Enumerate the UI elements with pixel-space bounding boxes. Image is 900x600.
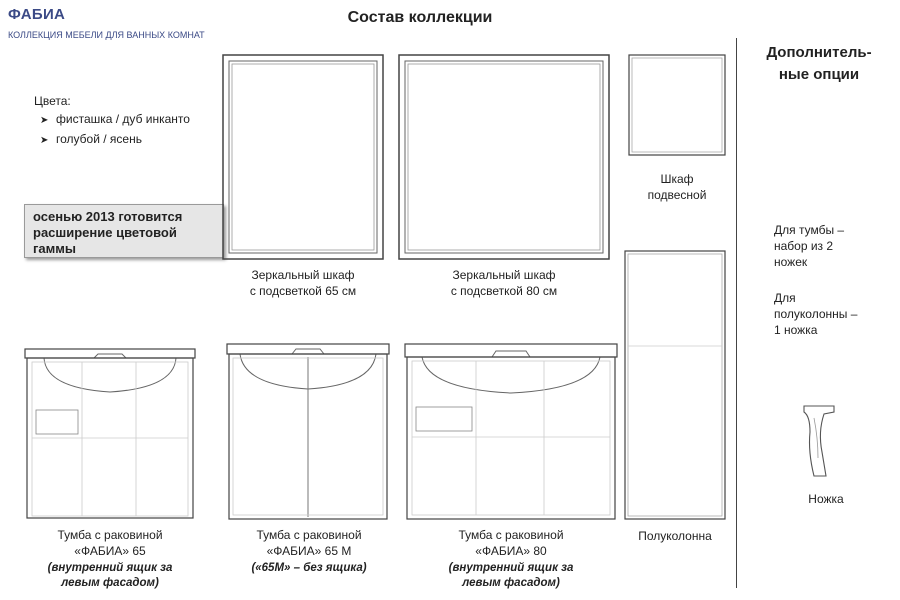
- list-item: ➤ фисташка / дуб инканто: [40, 110, 190, 130]
- base-legs-option: Для тумбы – набор из 2 ножек: [774, 223, 845, 269]
- mirror-cabinet-65-caption: Зеркальный шкаф с подсветкой 65 см: [249, 268, 357, 298]
- brand-title: ФАБИА: [8, 6, 66, 23]
- half-column-drawing: [624, 250, 726, 520]
- column-divider: [736, 38, 737, 588]
- mirror-cabinet-80-caption: Зеркальный шкаф с подсветкой 80 см: [450, 268, 558, 298]
- leg-caption: Ножка: [808, 492, 844, 506]
- arrow-bullet-icon: ➤: [40, 135, 49, 146]
- page-title: Состав коллекции: [347, 9, 493, 26]
- mirror-cabinet-65-drawing: [222, 54, 384, 260]
- options-title: Дополнитель- ные опции: [766, 44, 872, 83]
- column-leg-option: Для полуколонны – 1 ножка: [774, 291, 858, 337]
- sink-cabinet-80-drawing: [404, 343, 618, 521]
- sink-cabinet-65m-note: («65М» – без ящика): [251, 562, 367, 574]
- leg-icon: [800, 402, 840, 482]
- sink-cabinet-65-drawing: [24, 348, 196, 520]
- half-column-caption: Полуколонна: [638, 529, 712, 543]
- color-range-notice: осенью 2013 готовится расширение цветовой гаммы: [24, 204, 224, 258]
- sink-cabinet-80-caption: Тумба с раковиной «ФАБИА» 80: [458, 528, 564, 558]
- colors-heading: Цвета:: [34, 94, 71, 108]
- list-item: ➤ голубой / ясень: [40, 130, 190, 150]
- sink-cabinet-80-note: (внутренний ящик за левым фасадом): [448, 562, 574, 589]
- sink-cabinet-65-caption: Тумба с раковиной «ФАБИА» 65: [57, 528, 163, 558]
- colors-list: [40, 110, 190, 150]
- arrow-bullet-icon: ➤: [40, 115, 49, 126]
- sink-cabinet-65-note: (внутренний ящик за левым фасадом): [47, 562, 173, 589]
- sink-cabinet-65m-drawing: [226, 343, 390, 521]
- brand-subtitle: КОЛЛЕКЦИЯ МЕБЕЛИ ДЛЯ ВАННЫХ КОМНАТ: [8, 30, 205, 40]
- sink-cabinet-65m-caption: Тумба с раковиной «ФАБИА» 65 М: [256, 528, 362, 558]
- mirror-cabinet-80-drawing: [398, 54, 610, 260]
- wall-cabinet-caption: Шкаф подвесной: [647, 172, 707, 202]
- wall-cabinet-drawing: [628, 54, 726, 156]
